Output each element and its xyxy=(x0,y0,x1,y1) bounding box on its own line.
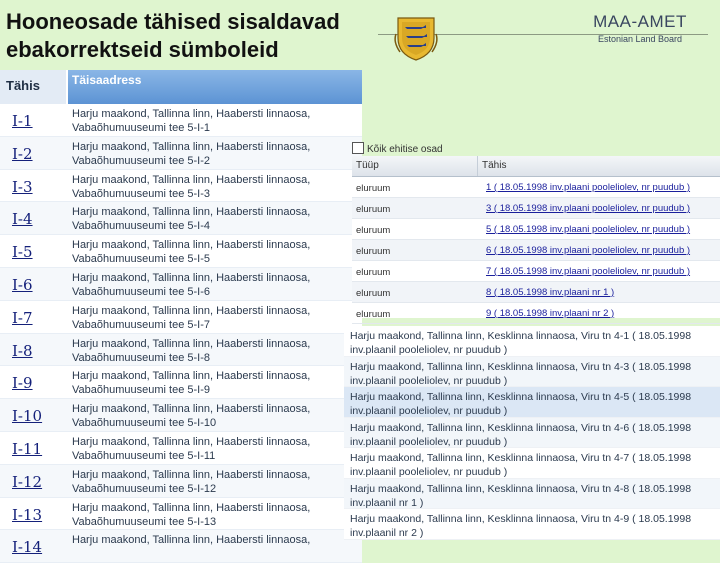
address-line2: Vabaõhumuuseumi tee 5-I-12 xyxy=(72,482,217,495)
address-line1: Harju maakond, Tallinna linn, Haabersti linnaosa, xyxy=(72,173,311,186)
table-header xyxy=(0,70,362,104)
address-line1: Harju maakond, Tallinna linn, Haabersti linnaosa, xyxy=(72,206,311,219)
table-row xyxy=(352,240,720,261)
table-row xyxy=(0,432,362,465)
table-row xyxy=(0,268,362,301)
building-parts-type-table xyxy=(352,156,720,318)
part-code-link[interactable]: I-11 xyxy=(12,439,43,458)
part-designation-link[interactable]: 6 ( 18.05.1998 inv.plaani pooleliolev, nr puudub ) xyxy=(486,245,691,256)
address-line1: Harju maakond, Tallinna linn, Haabersti linnaosa, xyxy=(72,435,311,448)
full-address xyxy=(68,170,362,202)
full-address xyxy=(68,465,362,497)
table-row xyxy=(0,399,362,432)
column-header-tahis-right[interactable]: Tähis xyxy=(482,160,507,171)
address-line2: Vabaõhumuuseumi tee 5-I-3 xyxy=(72,187,210,200)
address-line1: Harju maakond, Tallinna linn, Haabersti linnaosa, xyxy=(72,108,311,120)
list-item[interactable] xyxy=(344,509,720,540)
part-code-link[interactable]: I-5 xyxy=(12,243,33,262)
table-body xyxy=(0,104,362,563)
table-row xyxy=(352,261,720,282)
slide-title-line1: Hooneosade tähised sisaldavad xyxy=(6,9,340,34)
part-type: eluruum xyxy=(356,267,391,278)
table-row xyxy=(352,303,720,324)
part-code-link[interactable]: I-6 xyxy=(12,275,33,294)
part-code-link[interactable]: I-10 xyxy=(12,407,43,426)
address-line1: Harju maakond, Tallinna linn, Kesklinna linnaosa, Viru tn 4-6 ( 18.05.1998 xyxy=(350,421,692,434)
table-row xyxy=(352,282,720,303)
full-address xyxy=(68,137,362,169)
full-address xyxy=(68,498,362,530)
part-type: eluruum xyxy=(356,204,391,215)
part-designation-link[interactable]: 7 ( 18.05.1998 inv.plaani pooleliolev, nr puudub ) xyxy=(486,266,691,277)
part-designation-link[interactable]: 3 ( 18.05.1998 inv.plaani pooleliolev, nr puudub ) xyxy=(486,203,691,214)
part-code-link[interactable]: I-7 xyxy=(12,308,33,327)
address-list-body xyxy=(344,326,720,540)
table-row xyxy=(352,219,720,240)
address-line1: Harju maakond, Tallinna linn, Kesklinna linnaosa, Viru tn 4-3 ( 18.05.1998 xyxy=(350,360,692,373)
address-line2: Vabaõhumuuseumi tee 5-I-6 xyxy=(72,285,210,298)
address-line1: Harju maakond, Tallinna linn, Haabersti linnaosa, xyxy=(72,239,311,252)
address-line2: inv.plaanil pooleliolev, nr puudub ) xyxy=(350,405,508,417)
part-code-link[interactable]: I-2 xyxy=(12,144,33,163)
estonian-coat-of-arms-icon xyxy=(394,12,438,62)
table-row xyxy=(0,465,362,498)
address-line2: Vabaõhumuuseumi tee 5-I-4 xyxy=(72,220,210,233)
part-code-link[interactable]: I-13 xyxy=(12,505,43,524)
list-item[interactable] xyxy=(344,357,720,388)
address-line2: inv.plaanil pooleliolev, nr puudub ) xyxy=(350,435,508,448)
address-line1: Harju maakond, Tallinna linn, Haabersti linnaosa, xyxy=(72,468,311,481)
type-table-header xyxy=(352,156,720,177)
address-line1: Harju maakond, Tallinna linn, Kesklinna linnaosa, Viru tn 4-8 ( 18.05.1998 xyxy=(350,482,692,495)
part-type: eluruum xyxy=(356,246,391,257)
list-item[interactable] xyxy=(344,448,720,479)
table-row xyxy=(0,202,362,235)
slide-title-line2: ebakorrektseid sümboleid xyxy=(6,37,279,62)
slide-title xyxy=(6,8,378,64)
column-header-tyyp[interactable]: Tüüp xyxy=(352,156,478,176)
part-code-link[interactable]: I-12 xyxy=(12,472,43,491)
address-line2: Vabaõhumuuseumi tee 5-I-2 xyxy=(72,154,210,167)
address-list xyxy=(344,326,720,540)
column-header-address[interactable]: Täisaadress xyxy=(68,70,362,104)
full-address xyxy=(68,399,362,431)
address-line1: Harju maakond, Tallinna linn, Haabersti linnaosa, xyxy=(72,140,311,153)
part-designation-link[interactable]: 9 ( 18.05.1998 inv.plaani nr 2 ) xyxy=(486,308,615,319)
part-type: eluruum xyxy=(356,288,391,299)
address-line2: inv.plaanil nr 2 ) xyxy=(350,527,424,539)
part-designation-link[interactable]: 5 ( 18.05.1998 inv.plaani pooleliolev, nr puudub ) xyxy=(486,224,691,235)
address-line2: Vabaõhumuuseumi tee 5-I-5 xyxy=(72,253,210,266)
part-code-link[interactable]: I-1 xyxy=(12,112,33,130)
all-building-parts-checkbox[interactable] xyxy=(352,142,364,154)
address-line2: inv.plaanil pooleliolev, nr puudub ) xyxy=(350,466,508,478)
full-address xyxy=(68,202,362,234)
address-line2: Vabaõhumuuseumi tee 5-I-9 xyxy=(72,384,210,397)
address-line2: Vabaõhumuuseumi tee 5-I-1 xyxy=(72,122,210,134)
part-designation-link[interactable]: 8 ( 18.05.1998 inv.plaani nr 1 ) xyxy=(486,287,615,298)
full-address xyxy=(68,530,362,562)
table-row xyxy=(0,334,362,367)
address-line2: Vabaõhumuuseumi tee 5-I-11 xyxy=(72,449,216,462)
part-code-link[interactable]: I-8 xyxy=(12,341,33,360)
part-code-link[interactable]: I-4 xyxy=(12,210,33,229)
address-line1: Harju maakond, Tallinna linn, Kesklinna linnaosa, Viru tn 4-1 ( 18.05.1998 xyxy=(350,330,692,342)
table-row xyxy=(0,366,362,399)
table-row xyxy=(0,498,362,531)
address-line1: Harju maakond, Tallinna linn, Kesklinna linnaosa, Viru tn 4-5 ( 18.05.1998 xyxy=(350,391,692,403)
table-row xyxy=(0,137,362,170)
address-line2: Vabaõhumuuseumi tee 5-I-10 xyxy=(72,417,217,430)
full-address xyxy=(68,301,362,333)
full-address xyxy=(68,235,362,267)
address-line2: Vabaõhumuuseumi tee 5-I-7 xyxy=(72,318,210,331)
list-item[interactable] xyxy=(344,479,720,510)
address-line1: Harju maakond, Tallinna linn, Haabersti linnaosa, xyxy=(72,304,311,317)
full-address xyxy=(68,268,362,300)
full-address xyxy=(68,432,362,464)
full-address xyxy=(68,334,362,366)
full-address xyxy=(68,366,362,398)
brand-subtitle: Estonian Land Board xyxy=(597,34,683,44)
type-table-body xyxy=(352,177,720,324)
part-code-link[interactable]: I-3 xyxy=(12,177,33,196)
address-line2: inv.plaanil nr 1 ) xyxy=(350,496,424,509)
address-line1: Harju maakond, Tallinna linn, Haabersti linnaosa, xyxy=(72,337,311,350)
list-item[interactable] xyxy=(344,326,720,357)
maa-amet-logo xyxy=(580,12,700,44)
full-address xyxy=(68,104,362,136)
part-code-link[interactable]: I-9 xyxy=(12,374,33,393)
address-line1: Harju maakond, Tallinna linn, Haabersti linnaosa, xyxy=(72,271,311,284)
part-type: eluruum xyxy=(356,309,391,320)
table-row xyxy=(0,235,362,268)
address-line1: Harju maakond, Tallinna linn, Haabersti linnaosa, xyxy=(72,370,311,383)
address-line2: inv.plaanil pooleliolev, nr puudub ) xyxy=(350,344,508,356)
address-line1: Harju maakond, Tallinna linn, Haabersti linnaosa, xyxy=(72,501,311,514)
brand-name: MAA-AMET xyxy=(593,12,687,31)
address-line1: Harju maakond, Tallinna linn, Haabersti linnaosa, xyxy=(72,403,311,416)
column-header-tahis[interactable]: Tähis xyxy=(0,70,68,104)
list-item[interactable] xyxy=(344,418,720,449)
part-designation-link[interactable]: 1 ( 18.05.1998 inv.plaani pooleliolev, nr puudub ) xyxy=(486,182,691,193)
address-line2: Vabaõhumuuseumi tee 5-I-13 xyxy=(72,515,217,528)
list-item[interactable] xyxy=(344,387,720,418)
all-building-parts-checkbox-row xyxy=(352,142,443,154)
part-code-link[interactable]: I-14 xyxy=(12,538,43,557)
address-line1: Harju maakond, Tallinna linn, Kesklinna linnaosa, Viru tn 4-7 ( 18.05.1998 xyxy=(350,452,692,464)
table-row xyxy=(0,170,362,203)
building-parts-table xyxy=(0,70,362,557)
part-type: eluruum xyxy=(356,225,391,236)
all-building-parts-label: Kõik ehitise osad xyxy=(367,143,443,155)
address-line1: Harju maakond, Tallinna linn, Haabersti linnaosa, xyxy=(72,534,311,547)
address-line2: Vabaõhumuuseumi tee 5-I-8 xyxy=(72,351,210,364)
part-type: eluruum xyxy=(356,183,391,194)
table-row xyxy=(352,198,720,219)
table-row xyxy=(0,104,362,137)
address-line2: inv.plaanil pooleliolev, nr puudub ) xyxy=(350,374,508,387)
address-line1: Harju maakond, Tallinna linn, Kesklinna linnaosa, Viru tn 4-9 ( 18.05.1998 xyxy=(350,513,692,525)
table-row xyxy=(352,177,720,198)
table-row xyxy=(0,530,362,563)
table-row xyxy=(0,301,362,334)
